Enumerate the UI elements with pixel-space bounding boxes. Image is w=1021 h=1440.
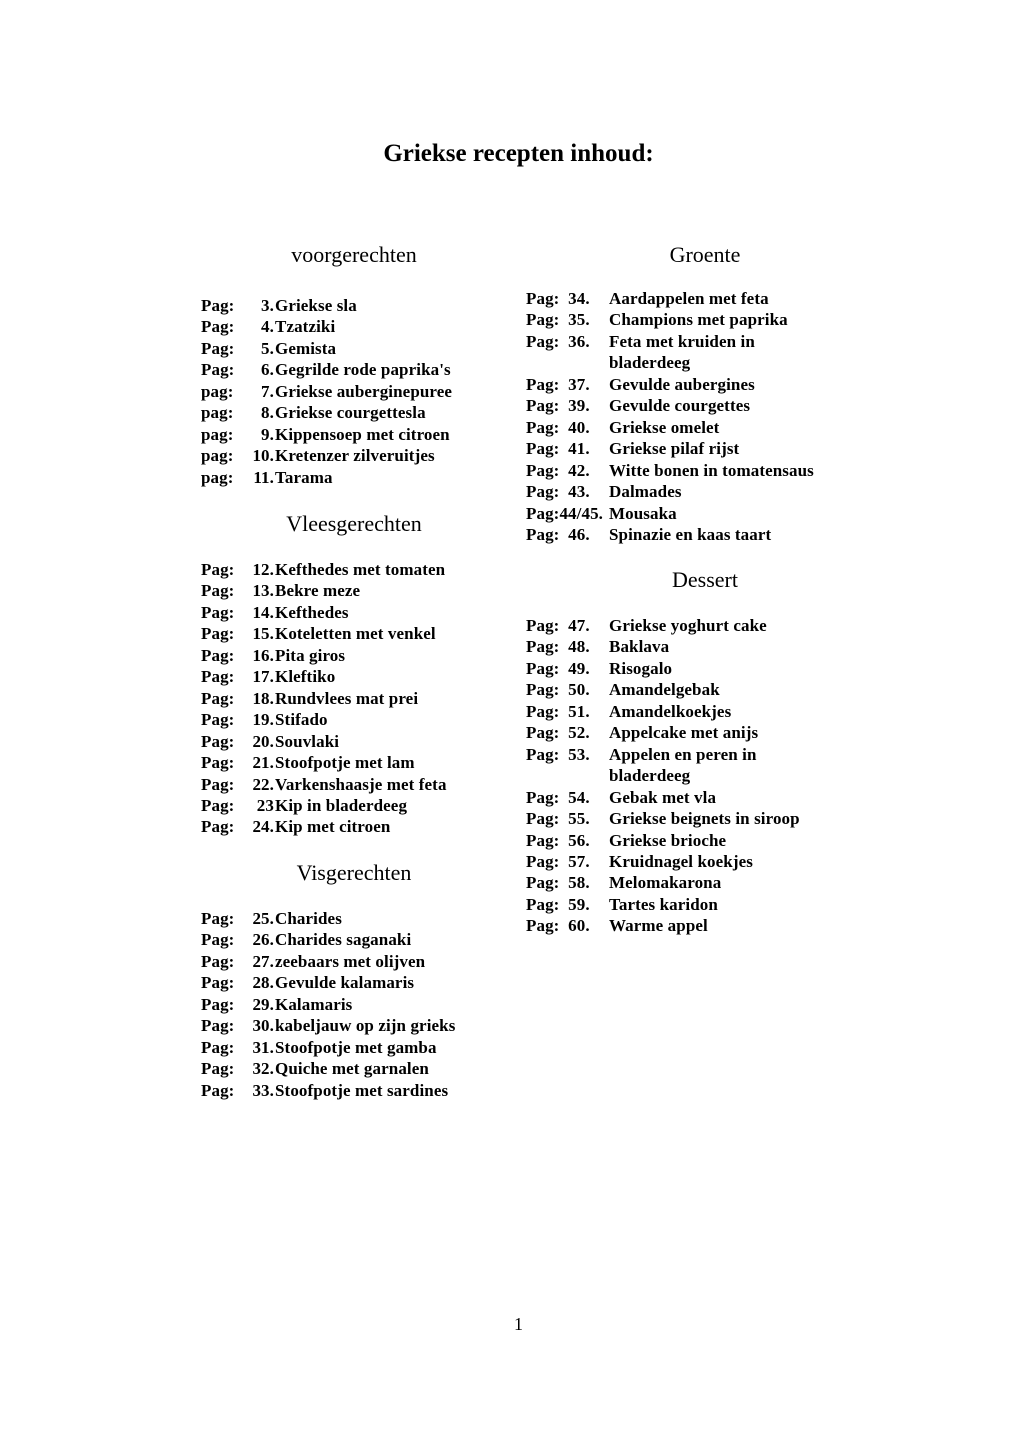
entry-title: Spinazie en kaas taart — [609, 524, 772, 544]
entry-number: 12. — [252, 560, 274, 579]
entry-prefix: Pag: — [201, 338, 235, 358]
entry-title: Gevulde courgettes — [609, 396, 751, 416]
entry-number: 4. — [261, 317, 274, 337]
toc-entry[interactable] — [201, 295, 501, 316]
entry-prefix: Pag: 46. — [526, 524, 590, 544]
entry-prefix: Pag: — [201, 817, 235, 837]
toc-entry[interactable] — [201, 580, 501, 601]
entry-number: 25. — [252, 909, 274, 928]
entry-number: 21. — [252, 753, 274, 773]
entry-title: Charides saganaki — [275, 930, 412, 950]
entry-number: 3. — [261, 296, 274, 315]
entry-title: Witte bonen in tomatensaus — [609, 460, 814, 480]
entry-prefix: Pag: 51. — [526, 701, 590, 721]
entry-prefix: Pag: — [201, 624, 235, 644]
entry-title: Warme appel — [609, 916, 708, 936]
toc-entry[interactable] — [526, 787, 866, 808]
entry-title: Champions met paprika — [609, 310, 788, 330]
entry-title: Tarama — [275, 467, 333, 487]
entry-title: Kip in bladerdeeg — [275, 795, 408, 815]
entry-prefix: Pag:44/45. — [526, 503, 604, 523]
entry-title: Griekse yoghurt cake — [609, 616, 767, 635]
entry-title: Kefthedes met tomaten — [275, 560, 446, 579]
entry-title: Aardappelen met feta — [609, 289, 769, 308]
entry-number: 29. — [252, 994, 274, 1014]
section-heading-voorgerechten: voorgerechten — [291, 242, 417, 267]
toc-entry[interactable] — [526, 374, 866, 395]
toc-entry[interactable] — [201, 424, 501, 445]
entry-title: Rundvlees mat prei — [275, 688, 419, 708]
entry-prefix: Pag: — [201, 930, 235, 950]
entry-prefix: Pag: — [201, 602, 235, 622]
toc-entry[interactable] — [201, 381, 501, 402]
entry-prefix: Pag: 49. — [526, 658, 590, 678]
entry-prefix: Pag: 55. — [526, 809, 590, 829]
toc-entry[interactable] — [201, 359, 501, 380]
entry-number: 22. — [252, 774, 274, 794]
entry-prefix: Pag: — [201, 753, 235, 773]
entry-number: 11. — [253, 467, 274, 487]
entry-prefix: Pag: 39. — [526, 396, 590, 416]
toc-entry[interactable] — [201, 1037, 501, 1058]
entry-prefix: Pag: 52. — [526, 723, 590, 743]
toc-entry[interactable] — [201, 972, 501, 993]
entry-number: 14. — [252, 602, 274, 622]
entry-title: Amandelkoekjes — [609, 701, 732, 721]
entry-prefix: Pag: 43. — [526, 482, 590, 502]
toc-entry[interactable] — [201, 316, 501, 337]
entry-number: 27. — [252, 951, 274, 971]
entry-prefix: Pag: 41. — [526, 439, 590, 459]
entry-prefix: Pag: — [201, 317, 235, 337]
entry-title: Tzatziki — [275, 317, 336, 337]
entry-number: 30. — [252, 1016, 274, 1036]
toc-entry[interactable] — [201, 623, 501, 644]
entry-title: Quiche met garnalen — [275, 1059, 429, 1079]
entry-prefix: Pag: — [201, 360, 235, 380]
toc-entry[interactable] — [526, 872, 866, 893]
entry-title: Griekse beignets in siroop — [609, 809, 800, 829]
entry-prefix: Pag: 35. — [526, 310, 590, 330]
entry-prefix: Pag: 40. — [526, 417, 590, 437]
toc-entry[interactable] — [201, 1015, 501, 1036]
entry-title: Amandelgebak — [609, 680, 720, 700]
toc-entry[interactable] — [201, 774, 501, 795]
entry-title: Appelcake met anijs — [609, 723, 759, 743]
entry-number: 26. — [252, 930, 274, 950]
entry-title: Tartes karidon — [609, 894, 718, 914]
toc-entry[interactable] — [201, 402, 501, 423]
toc-entry[interactable] — [526, 460, 866, 481]
toc-entry[interactable] — [526, 481, 866, 502]
entry-prefix: Pag: — [201, 1016, 235, 1036]
entry-number: 17. — [252, 667, 274, 687]
entry-title: Kippensoep met citroen — [275, 424, 450, 444]
toc-entry[interactable] — [526, 744, 866, 787]
entry-title: Kleftiko — [275, 667, 336, 687]
entry-title: Pita giros — [275, 645, 346, 665]
entry-prefix: Pag: 47. — [526, 616, 590, 635]
toc-entry[interactable] — [201, 688, 501, 709]
entry-number: 9. — [261, 424, 274, 444]
toc-entry[interactable] — [526, 524, 866, 545]
entry-title: Stifado — [275, 710, 328, 730]
entry-prefix: Pag: — [201, 688, 235, 708]
toc-entry[interactable] — [526, 309, 866, 330]
entry-prefix: Pag: 56. — [526, 830, 590, 850]
entry-title: Kruidnagel koekjes — [609, 851, 753, 871]
entry-prefix: Pag: 59. — [526, 894, 590, 914]
toc-entry[interactable] — [526, 701, 866, 722]
entry-title: Griekse sla — [275, 296, 357, 315]
entry-prefix: Pag: — [201, 710, 235, 730]
toc-entry[interactable] — [526, 915, 866, 936]
entry-title: Kefthedes — [275, 602, 349, 622]
toc-entry[interactable] — [526, 417, 866, 438]
entry-prefix: Pag: — [201, 774, 235, 794]
entry-title: Kalamaris — [275, 994, 353, 1014]
entry-prefix: Pag: — [201, 645, 235, 665]
entry-prefix: Pag: — [201, 1037, 235, 1057]
entry-title: Griekse auberginepuree — [275, 381, 453, 401]
entry-prefix: Pag: — [201, 795, 235, 815]
entry-number: 19. — [252, 710, 274, 730]
toc-entry[interactable] — [201, 602, 501, 623]
entry-title: Griekse courgettesla — [275, 403, 426, 423]
entry-prefix: Pag: — [201, 731, 235, 751]
toc-entry[interactable] — [201, 666, 501, 687]
toc-entry[interactable] — [526, 722, 866, 743]
toc-entry[interactable] — [201, 709, 501, 730]
entry-number: 24. — [252, 817, 274, 837]
toc-entry[interactable] — [526, 503, 866, 524]
entry-prefix: Pag: 37. — [526, 374, 590, 394]
entry-prefix: Pag: — [201, 581, 235, 601]
section-heading-visgerechten: Visgerechten — [296, 860, 412, 885]
section-heading-dessert: Dessert — [672, 567, 738, 592]
toc-entry[interactable] — [201, 908, 501, 929]
toc-entry[interactable] — [201, 795, 501, 816]
toc-entry[interactable] — [201, 994, 501, 1015]
entry-prefix: pag: — [201, 403, 234, 423]
entry-title: Kip met citroen — [275, 817, 391, 837]
entry-prefix: Pag: — [201, 994, 235, 1014]
entry-title: Gegrilde rode paprika's — [275, 360, 451, 380]
entry-title: Risogalo — [609, 658, 673, 678]
toc-entry[interactable] — [526, 395, 866, 416]
entry-prefix: Pag: — [201, 973, 235, 993]
toc-entry[interactable] — [201, 445, 501, 466]
page-title: Griekse recepten inhoud: — [383, 140, 654, 167]
entry-prefix: Pag: — [201, 909, 235, 928]
entry-prefix: Pag: — [201, 951, 235, 971]
entry-number: 33. — [252, 1080, 274, 1100]
entry-title: Melomakarona — [609, 873, 722, 893]
entry-number: 32. — [252, 1059, 274, 1079]
entry-title: zeebaars met olijven — [275, 951, 426, 971]
toc-entry[interactable] — [201, 929, 501, 950]
entry-prefix: Pag: 42. — [526, 460, 590, 480]
entry-title: Gemista — [275, 338, 337, 358]
entry-number: 8. — [261, 403, 274, 423]
entry-number: 6. — [261, 360, 274, 380]
toc-entry[interactable] — [201, 951, 501, 972]
entry-title: Bekre meze — [275, 581, 361, 601]
entry-prefix: Pag: — [201, 296, 235, 315]
entry-prefix: Pag: — [201, 1080, 235, 1100]
entry-title: Kretenzer zilveruitjes — [275, 446, 435, 466]
entry-number: 20. — [252, 731, 274, 751]
entry-number: 7. — [261, 381, 274, 401]
toc-entry[interactable] — [201, 731, 501, 752]
toc-entry[interactable] — [526, 679, 866, 700]
entry-prefix: pag: — [201, 446, 234, 466]
entry-number: 15. — [252, 624, 274, 644]
entry-prefix: Pag: — [201, 560, 235, 579]
entry-title: Koteletten met venkel — [275, 624, 436, 644]
entry-title: Feta met kruiden in — [609, 331, 755, 351]
toc-entry[interactable] — [526, 331, 866, 374]
entry-title: Dalmades — [609, 482, 682, 502]
entry-title: Appelen en peren in — [609, 744, 757, 764]
toc-entry[interactable] — [201, 645, 501, 666]
section-heading-groente: Groente — [669, 242, 741, 267]
toc-entry[interactable] — [526, 636, 866, 657]
entry-number: 31. — [252, 1037, 274, 1057]
entry-number: 10. — [252, 446, 274, 466]
toc-entry[interactable] — [526, 830, 866, 851]
entry-prefix: pag: — [201, 381, 234, 401]
entry-prefix: Pag: 60. — [526, 916, 590, 936]
entry-title: Griekse pilaf rijst — [609, 439, 740, 459]
entry-number: 13. — [252, 581, 274, 601]
entry-title: Stoofpotje met gamba — [275, 1037, 437, 1057]
toc-entry[interactable] — [201, 752, 501, 773]
entry-number: 28. — [252, 973, 274, 993]
entry-number: 16. — [252, 645, 274, 665]
toc-entry[interactable] — [526, 894, 866, 915]
toc-entry[interactable] — [526, 438, 866, 459]
entry-prefix: Pag: — [201, 667, 235, 687]
entry-prefix: pag: — [201, 424, 234, 444]
entry-prefix: Pag: 34. — [526, 289, 590, 308]
entry-title: Mousaka — [609, 503, 677, 523]
entry-title: Gebak met vla — [609, 787, 717, 807]
toc-entry[interactable] — [201, 816, 501, 837]
entry-prefix: Pag: 36. — [526, 331, 590, 351]
entry-prefix: Pag: 54. — [526, 787, 590, 807]
entry-prefix: pag: — [201, 467, 234, 487]
entry-prefix: Pag: 58. — [526, 873, 590, 893]
entry-title: Baklava — [609, 637, 670, 657]
page-number: 1 — [514, 1314, 523, 1334]
toc-entry[interactable] — [526, 615, 866, 636]
entry-prefix: Pag: 53. — [526, 744, 590, 764]
entry-title: Varkenshaasje met feta — [275, 774, 447, 794]
toc-entry[interactable] — [201, 559, 501, 580]
toc-entry[interactable] — [201, 1080, 501, 1101]
toc-entry[interactable] — [526, 851, 866, 872]
toc-entry[interactable] — [526, 808, 866, 829]
entry-title-continuation: bladerdeeg — [609, 353, 691, 373]
entry-title: Gevulde aubergines — [609, 374, 755, 394]
entry-prefix: Pag: 48. — [526, 637, 590, 657]
toc-entry[interactable] — [526, 288, 866, 309]
entry-number: 5. — [261, 338, 274, 358]
entry-number: 18. — [252, 688, 274, 708]
entry-title: Stoofpotje met sardines — [275, 1080, 449, 1100]
entry-title: Gevulde kalamaris — [275, 973, 415, 993]
entry-title: Stoofpotje met lam — [275, 753, 415, 773]
entry-title: Griekse omelet — [609, 417, 720, 437]
toc-entry[interactable] — [201, 467, 501, 488]
entry-number: 23 — [256, 795, 274, 815]
entry-title-continuation: bladerdeeg — [609, 766, 691, 786]
entry-title: Charides — [275, 909, 342, 928]
section-heading-vleesgerechten: Vleesgerechten — [286, 511, 422, 536]
entry-title: kabeljauw op zijn grieks — [275, 1016, 456, 1036]
toc-entry[interactable] — [201, 338, 501, 359]
entry-prefix: Pag: 50. — [526, 680, 590, 700]
toc-entry[interactable] — [526, 658, 866, 679]
toc-entry[interactable] — [201, 1058, 501, 1079]
entry-prefix: Pag: 57. — [526, 851, 590, 871]
entry-title: Griekse brioche — [609, 830, 727, 850]
entry-prefix: Pag: — [201, 1059, 235, 1079]
entry-title: Souvlaki — [275, 731, 340, 751]
